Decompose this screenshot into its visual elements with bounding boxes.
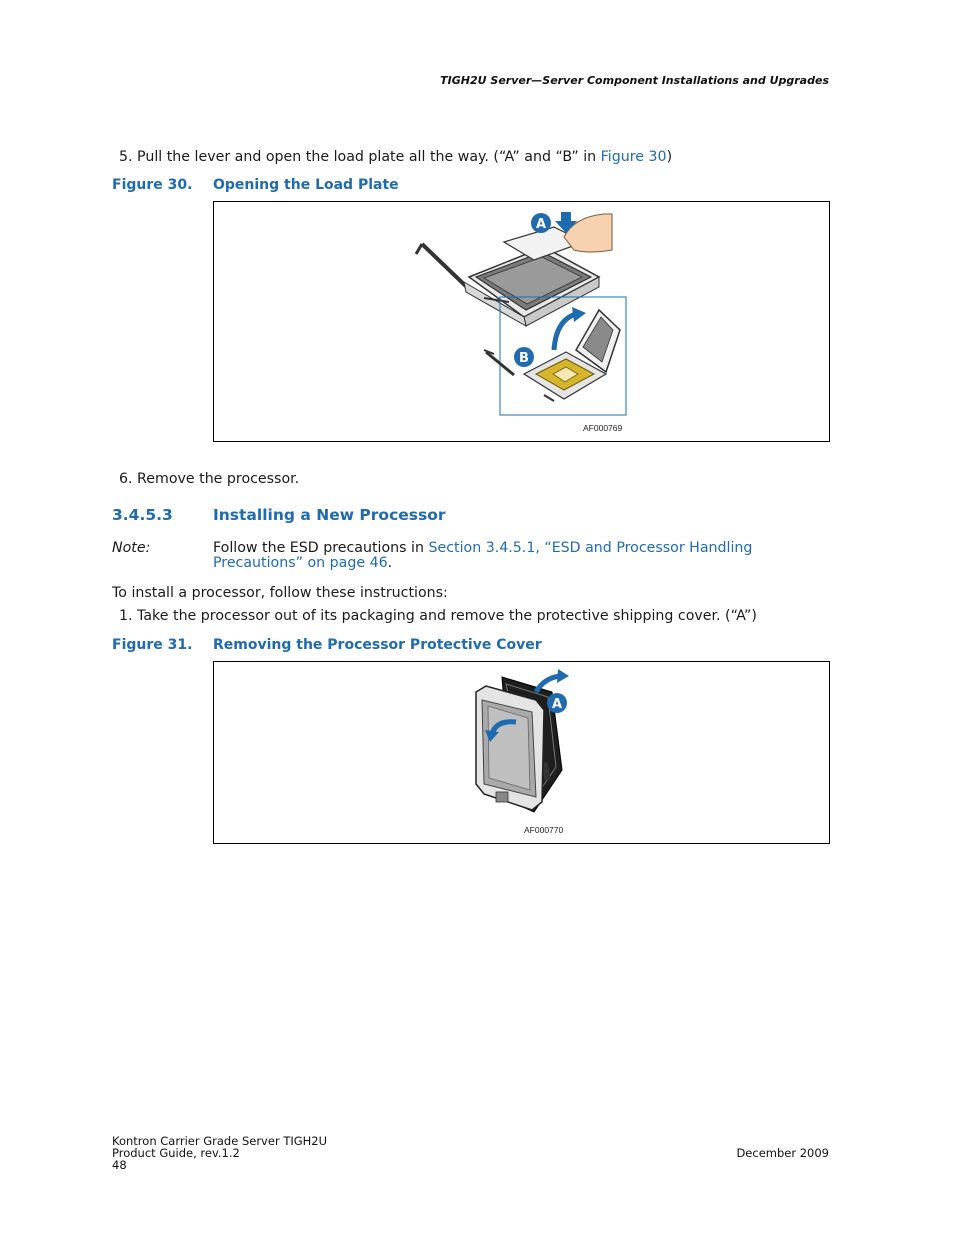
note-line-2 — [213, 555, 392, 571]
lift-arrow-icon — [536, 669, 569, 692]
step-1: 1. Take the processor out of its packaging and remove the protective shipping cover. (“A”) — [119, 608, 757, 624]
running-header: TIGH2U Server—Server Component Installations and Upgrades — [440, 74, 829, 87]
load-plate-illustration — [214, 202, 831, 443]
figure-30-caption — [112, 177, 399, 193]
callout-a-icon — [547, 693, 567, 713]
intro-text: To install a processor, follow these instructions: — [112, 585, 448, 601]
figure-31-caption — [112, 637, 542, 653]
processor-cover-illustration — [214, 662, 831, 845]
note-label: Note: — [112, 540, 151, 556]
svg-text:A: A — [551, 697, 563, 712]
step-5 — [119, 149, 672, 165]
figure-31-frame — [213, 661, 830, 844]
figure-30-id: AF000769 — [583, 423, 623, 433]
figure-30-frame — [213, 201, 830, 442]
socket-open-drawing — [484, 310, 620, 401]
page-number: 48 — [112, 1158, 127, 1172]
callout-b-icon — [514, 347, 534, 367]
finger-drawing — [564, 214, 612, 252]
section-link[interactable]: Section 3.4.5.1, “ESD and Processor Handling — [428, 540, 753, 556]
section-number: 3.4.5.3 — [112, 506, 173, 524]
note-line-1 — [213, 540, 752, 556]
figure-30-number: Figure 30. — [112, 177, 193, 193]
section-link-continued[interactable]: Precautions” on page 46 — [213, 555, 388, 571]
footer-date: December 2009 — [736, 1146, 829, 1160]
figure-31-title: Removing the Processor Protective Cover — [213, 637, 542, 653]
processor-drawing — [476, 686, 544, 810]
step-5-suffix: ) — [666, 149, 673, 165]
note-suffix: . — [387, 555, 393, 571]
step-6: 6. Remove the processor. — [119, 471, 300, 487]
figure-31-id: AF000770 — [524, 825, 564, 835]
figure-30-title: Opening the Load Plate — [213, 177, 399, 193]
svg-text:A: A — [535, 217, 547, 232]
footer-product: Kontron Carrier Grade Server TIGH2U — [112, 1134, 328, 1148]
svg-text:B: B — [519, 351, 529, 366]
section-title: Installing a New Processor — [213, 506, 446, 524]
footer-guide: Product Guide, rev.1.2 — [112, 1146, 240, 1160]
figure-31-number: Figure 31. — [112, 637, 193, 653]
note-text: Follow the ESD precautions in — [213, 540, 429, 556]
step-5-text: 5. Pull the lever and open the load plate all the way. (“A” and “B” in — [119, 149, 601, 165]
figure-30-link[interactable]: Figure 30 — [600, 149, 667, 165]
